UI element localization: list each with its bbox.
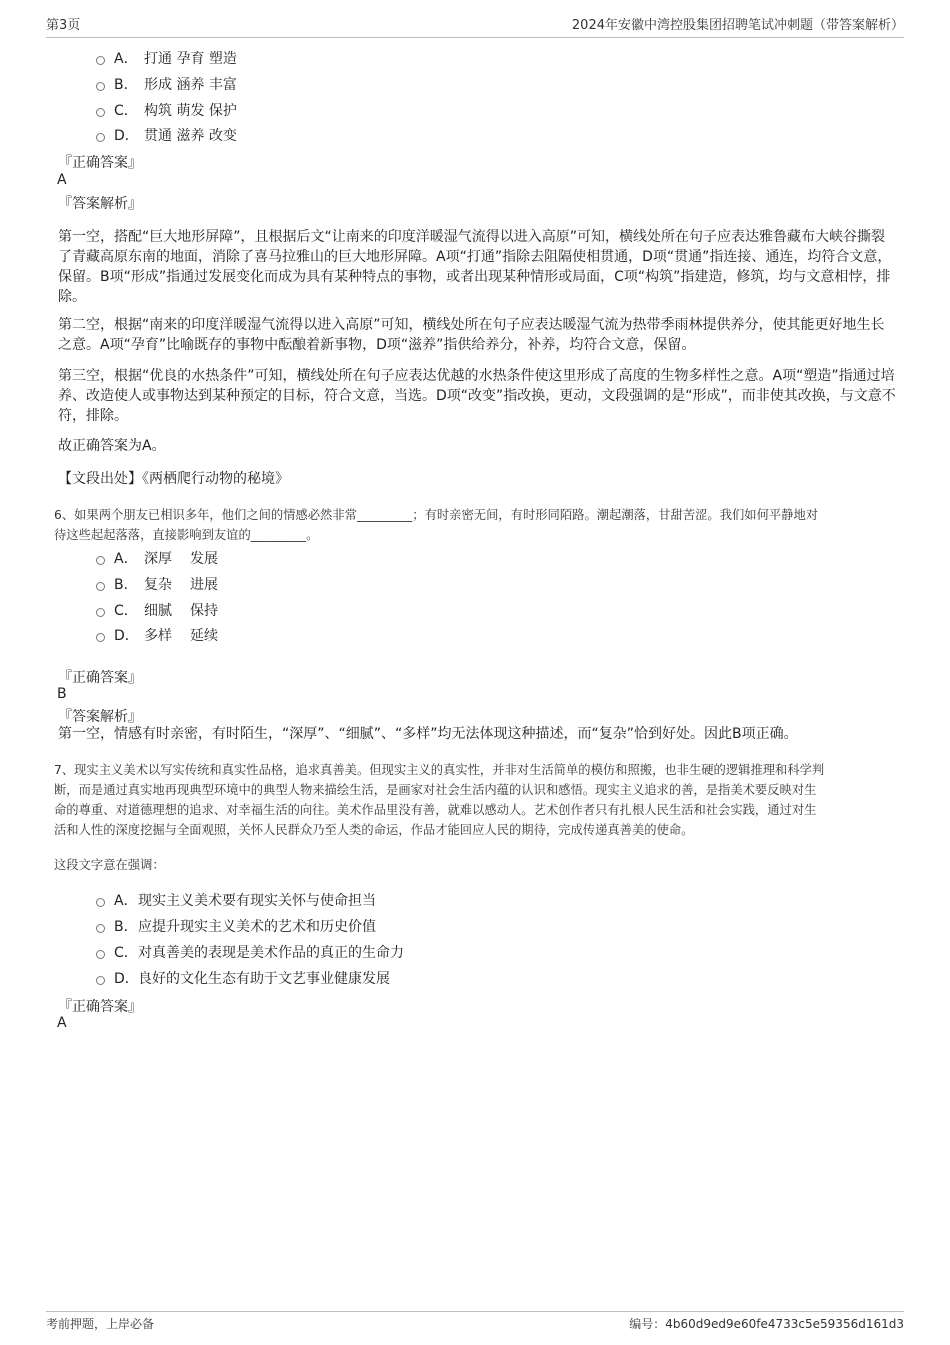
radio-icon[interactable]: [96, 976, 105, 985]
q5-option-c[interactable]: C． 构筑 萌发 保护: [96, 100, 237, 120]
q7-option-d[interactable]: D． 良好的文化生态有助于文艺事业健康发展: [96, 968, 390, 988]
q5-source: 【文段出处】《两栖爬行动物的秘境》: [58, 471, 289, 487]
q7-answer: A: [57, 1015, 67, 1031]
q6-option-c[interactable]: C． 细腻 保持: [96, 600, 232, 620]
radio-icon[interactable]: [96, 950, 105, 959]
q7-answer-label: 『正确答案』: [58, 999, 142, 1015]
q6-answer-label: 『正确答案』: [58, 670, 142, 686]
document-id: 编号：4b60d9ed9e60fe4733c5e59356d161d3: [629, 1317, 904, 1331]
page-number: 第3页: [46, 18, 81, 33]
radio-icon[interactable]: [96, 133, 105, 142]
q7-prompt: 这段文字意在强调：: [54, 858, 165, 872]
q6-stem-line-1: 6、如果两个朋友已相识多年，他们之间的情感必然非常_________；有时亲密无间，有时形同陌路。潮起潮落，甘甜苦涩。我们如何平静地对: [54, 508, 819, 522]
q6-analysis-label: 『答案解析』: [58, 709, 142, 725]
document-title: 2024年安徽中湾控股集团招聘笔试冲刺题（带答案解析）: [571, 18, 904, 33]
q5-conclusion: 故正确答案为A。: [58, 438, 166, 454]
q7-option-c[interactable]: C． 对真善美的表现是美术作品的真正的生命力: [96, 942, 404, 962]
q7-stem-line-1: 7、现实主义美术以写实传统和真实性品格，追求真善美。但现实主义的真实性，并非对生活简单的模仿和照搬，也非生硬的逻辑推理和科学判: [54, 763, 825, 777]
radio-icon[interactable]: [96, 108, 105, 117]
q7-stem-line-4: 活和人性的深度挖掘与全面观照，关怀人民群众乃至人类的命运，作品才能回应人民的期待，完成传递真善美的使命。: [54, 823, 694, 837]
q6-analysis: 第一空，情感有时亲密，有时陌生，“深厚”、“细腻”、“多样”均无法体现这种描述，而“复杂”恰到好处。因此B项正确。: [58, 726, 798, 742]
radio-icon[interactable]: [96, 582, 105, 591]
page-footer: [46, 1311, 904, 1332]
radio-icon[interactable]: [96, 898, 105, 907]
q6-answer: B: [57, 686, 67, 702]
q7-stem-line-3: 命的尊重、对道德理想的追求、对幸福生活的向往。美术作品里没有善，就难以感动人。艺术创作者只有扎根人民生活和社会实践，通过对生: [54, 803, 817, 817]
q6-option-d[interactable]: D． 多样 延续: [96, 625, 232, 645]
q6-stem-line-2: 待这些起起落落，直接影响到友谊的_________。: [54, 528, 319, 542]
q7-stem-line-2: 断，而是通过真实地再现典型环境中的典型人物来描绘生活，是画家对社会生活内蕴的认识和感悟。现实主义追求的善，是指美术要反映对生: [54, 783, 817, 797]
footer-slogan: 考前押题，上岸必备: [46, 1317, 155, 1331]
page-header: [46, 14, 904, 38]
q5-option-b[interactable]: B． 形成 涵养 丰富: [96, 74, 237, 94]
q5-analysis-label: 『答案解析』: [58, 196, 142, 212]
q5-analysis-paragraph-3: 第三空，根据“优良的水热条件”可知，横线处所在句子应表达优越的水热条件使这里形成了高度的生物多样性之意。A项“塑造”指通过培养、改造使人或事物达到某种预定的目标，符合文意，当选。D项“改变”指改换，更动，文段强调的是“形成”，而非使其改换，与文意不符，排除。: [58, 368, 896, 424]
q5-analysis-paragraph-1: 第一空，搭配“巨大地形屏障”，且根据后文“让南来的印度洋暖湿气流得以进入高原”可知，横线处所在句子应表达雅鲁藏布大峡谷撕裂了青藏高原东南的地面，消除了喜马拉雅山的巨大地形屏障。A项“打通”指除去阻隔使相贯通，D项“贯通”指连接、通连，均符合文意，保留。B项“形成”指通过发展变化而成为具有某种特点的事物，或者出现某种情形或局面，C项“构筑”指建造，修筑，均与文意相悖，排除。: [58, 229, 892, 305]
radio-icon[interactable]: [96, 556, 105, 565]
q7-option-a[interactable]: A． 现实主义美术要有现实关怀与使命担当: [96, 890, 376, 910]
radio-icon[interactable]: [96, 924, 105, 933]
q7-option-b[interactable]: B． 应提升现实主义美术的艺术和历史价值: [96, 916, 376, 936]
radio-icon[interactable]: [96, 56, 105, 65]
radio-icon[interactable]: [96, 82, 105, 91]
q6-option-a[interactable]: A． 深厚 发展: [96, 548, 232, 568]
radio-icon[interactable]: [96, 608, 105, 617]
q5-answer: A: [57, 172, 67, 188]
radio-icon[interactable]: [96, 633, 105, 642]
q5-analysis-paragraph-2: 第二空，根据“南来的印度洋暖湿气流得以进入高原”可知，横线处所在句子应表达暖湿气流为热带季雨林提供养分，使其能更好地生长之意。A项“孕育”比喻既存的事物中酝酿着新事物，D项“滋养”指供给养分，补养，均符合文意，保留。: [58, 317, 885, 353]
q5-option-d[interactable]: D． 贯通 滋养 改变: [96, 125, 237, 145]
q6-option-b[interactable]: B． 复杂 进展: [96, 574, 232, 594]
q5-option-a[interactable]: A． 打通 孕育 塑造: [96, 48, 237, 68]
q5-answer-label: 『正确答案』: [58, 155, 142, 171]
